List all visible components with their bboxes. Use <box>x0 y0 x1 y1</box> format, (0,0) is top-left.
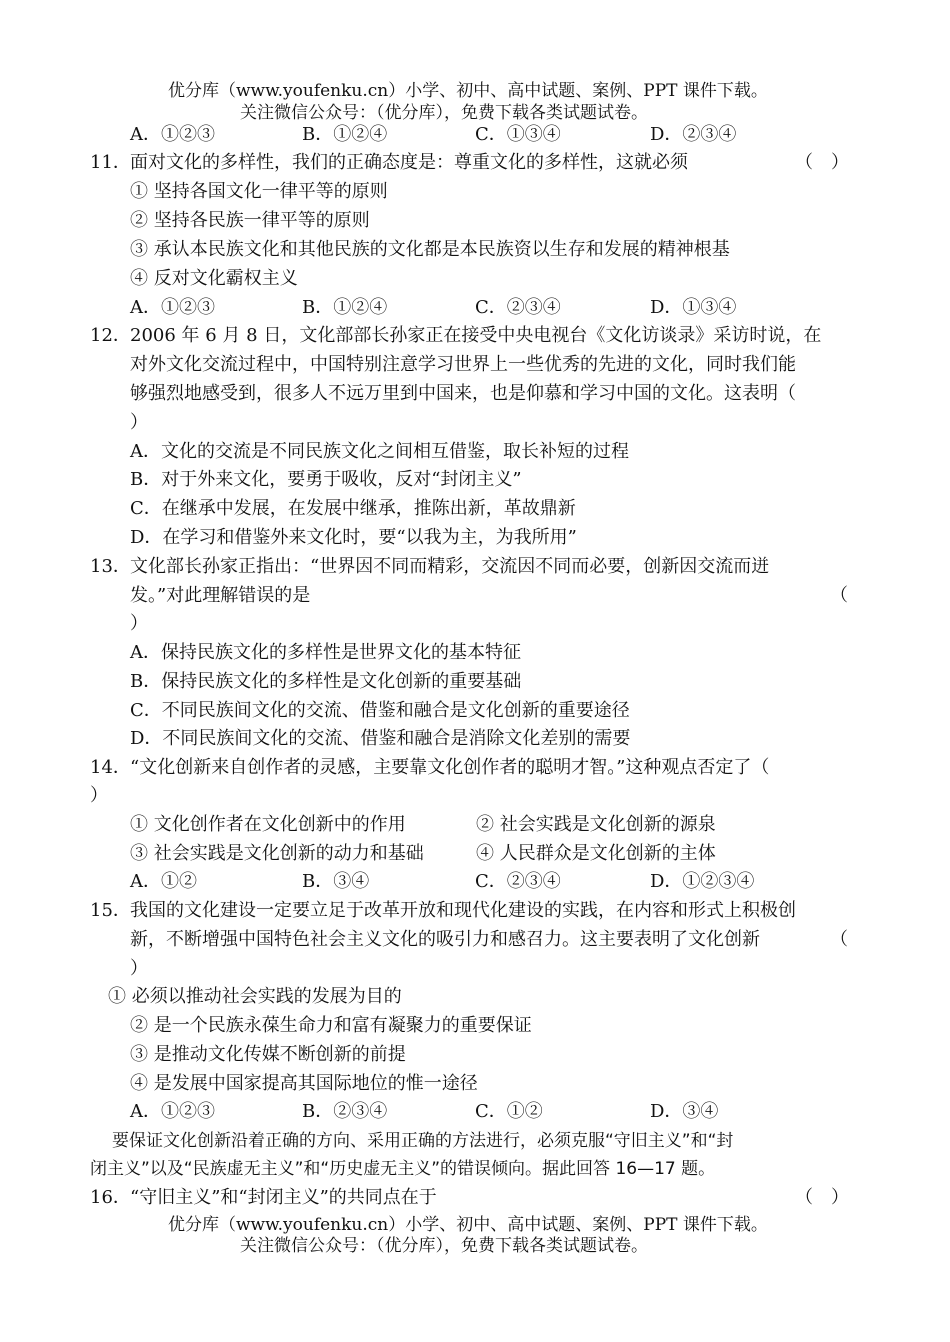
q11-item-3: ③ 承认本民族文化和其他民族的文化都是本民族资以生存和发展的精神根基 <box>130 239 730 260</box>
q14-option-c: C．②③④ <box>475 871 561 892</box>
q14-item-4: ④ 人民群众是文化创新的主体 <box>476 843 716 864</box>
header-line-2: 关注微信公众号：（优分库），免费下载各类试题试卷。 <box>240 103 648 123</box>
q13-stem-line-1: 文化部长孙家正指出：“世界因不同而精彩，交流因不同而必要，创新因交流而迸 <box>130 556 770 577</box>
footer-line-2: 关注微信公众号：（优分库），免费下载各类试题试卷。 <box>240 1236 648 1256</box>
q15-paren-close: ） <box>130 958 148 979</box>
q13-option-d: D．不同民族间文化的交流、借鉴和融合是消除文化差别的需要 <box>130 728 631 749</box>
q12-option-a: A．文化的交流是不同民族文化之间相互借鉴，取长补短的过程 <box>130 441 629 462</box>
q10-option-b: B．①②④ <box>302 124 388 145</box>
q12-option-c: C．在继承中发展，在发展中继承，推陈出新，革故鼎新 <box>130 498 576 519</box>
footer-line-1: 优分库（www.youfenku.cn）小学、初中、高中试题、案例、PPT 课件下载。 <box>168 1215 768 1235</box>
q13-stem-line-2: 发。”对此理解错误的是 <box>130 585 311 606</box>
q14-item-3: ③ 社会实践是文化创新的动力和基础 <box>130 843 424 864</box>
q12-stem-line-3: 够强烈地感受到，很多人不远万里到中国来，也是仰慕和学习中国的文化。这表明（ <box>130 383 796 404</box>
q14-option-b: B．③④ <box>302 871 370 892</box>
q15-option-a: A．①②③ <box>130 1101 215 1122</box>
q15-option-d: D．③④ <box>650 1101 719 1122</box>
q12-stem-line-1: 2006 年 6 月 8 日，文化部部长孙家正在接受中央电视台《文化访谈录》采访时说，在 <box>130 325 822 346</box>
q10-option-a: A．①②③ <box>130 124 215 145</box>
q10-option-d: D．②③④ <box>650 124 737 145</box>
q12-stem-line-2: 对外文化交流过程中，中国特别注意学习世界上一些优秀的先进的文化，同时我们能 <box>130 354 796 375</box>
q14-item-2: ② 社会实践是文化创新的源泉 <box>476 814 716 835</box>
q12-number: 12． <box>90 325 131 346</box>
q15-stem-line-1: 我国的文化建设一定要立足于改革开放和现代化建设的实践，在内容和形式上积极创 <box>130 900 796 921</box>
q14-stem: “文化创新来自创作者的灵感，主要靠文化创作者的聪明才智。”这种观点否定了（ <box>130 757 770 778</box>
q11-option-c: C．②③④ <box>475 297 561 318</box>
q15-stem-line-2: 新，不断增强中国特色社会主义文化的吸引力和感召力。这主要表明了文化创新 <box>130 929 760 950</box>
q14-option-d: D．①②③④ <box>650 871 755 892</box>
intro-line-1: 要保证文化创新沿着正确的方向、采用正确的方法进行，必须克服“守旧主义”和“封 <box>112 1131 734 1151</box>
q15-paren-open: （ <box>830 929 848 950</box>
q11-option-a: A．①②③ <box>130 297 215 318</box>
q15-item-2: ② 是一个民族永葆生命力和富有凝聚力的重要保证 <box>130 1015 532 1036</box>
q13-paren-close: ） <box>130 613 148 634</box>
q16-number: 16． <box>90 1187 131 1208</box>
q11-item-4: ④ 反对文化霸权主义 <box>130 268 298 289</box>
q13-option-b: B．保持民族文化的多样性是文化创新的重要基础 <box>130 671 522 692</box>
q15-option-c: C．①② <box>475 1101 543 1122</box>
q11-item-1: ① 坚持各国文化一律平等的原则 <box>130 181 388 202</box>
q16-stem: “守旧主义”和“封闭主义”的共同点在于 <box>130 1187 437 1208</box>
q15-option-b: B．②③④ <box>302 1101 388 1122</box>
q11-number: 11． <box>90 152 131 173</box>
q14-item-1: ① 文化创作者在文化创新中的作用 <box>130 814 406 835</box>
intro-line-2: 闭主义”以及“民族虚无主义”和“历史虚无主义”的错误倾向。据此回答 16—17 题。 <box>90 1159 716 1179</box>
q11-option-b: B．①②④ <box>302 297 388 318</box>
q14-number: 14． <box>90 757 131 778</box>
q10-option-c: C．①③④ <box>475 124 561 145</box>
q11-item-2: ② 坚持各民族一律平等的原则 <box>130 210 370 231</box>
q13-option-a: A．保持民族文化的多样性是世界文化的基本特征 <box>130 642 521 663</box>
q15-item-1: ① 必须以推动社会实践的发展为目的 <box>108 986 402 1007</box>
q11-answer-blank: （ ） <box>795 152 849 173</box>
q13-paren-open: （ <box>830 585 848 606</box>
q11-option-d: D．①③④ <box>650 297 737 318</box>
q12-stem-line-4: ） <box>130 412 148 433</box>
q13-number: 13． <box>90 556 131 577</box>
q12-option-b: B．对于外来文化，要勇于吸收，反对“封闭主义” <box>130 469 522 490</box>
header-line-1: 优分库（www.youfenku.cn）小学、初中、高中试题、案例、PPT 课件下载。 <box>168 81 768 101</box>
q15-item-3: ③ 是推动文化传媒不断创新的前提 <box>130 1044 406 1065</box>
q15-item-4: ④ 是发展中国家提高其国际地位的惟一途径 <box>130 1073 478 1094</box>
q15-number: 15． <box>90 900 131 921</box>
q12-option-d: D．在学习和借鉴外来文化时，要“以我为主，为我所用” <box>130 527 577 548</box>
q11-stem: 面对文化的多样性，我们的正确态度是：尊重文化的多样性，这就必须 <box>130 152 688 173</box>
q13-option-c: C．不同民族间文化的交流、借鉴和融合是文化创新的重要途径 <box>130 700 630 721</box>
q14-option-a: A．①② <box>130 871 197 892</box>
q16-answer-blank: （ ） <box>795 1187 849 1208</box>
q14-paren-close: ） <box>90 785 108 806</box>
